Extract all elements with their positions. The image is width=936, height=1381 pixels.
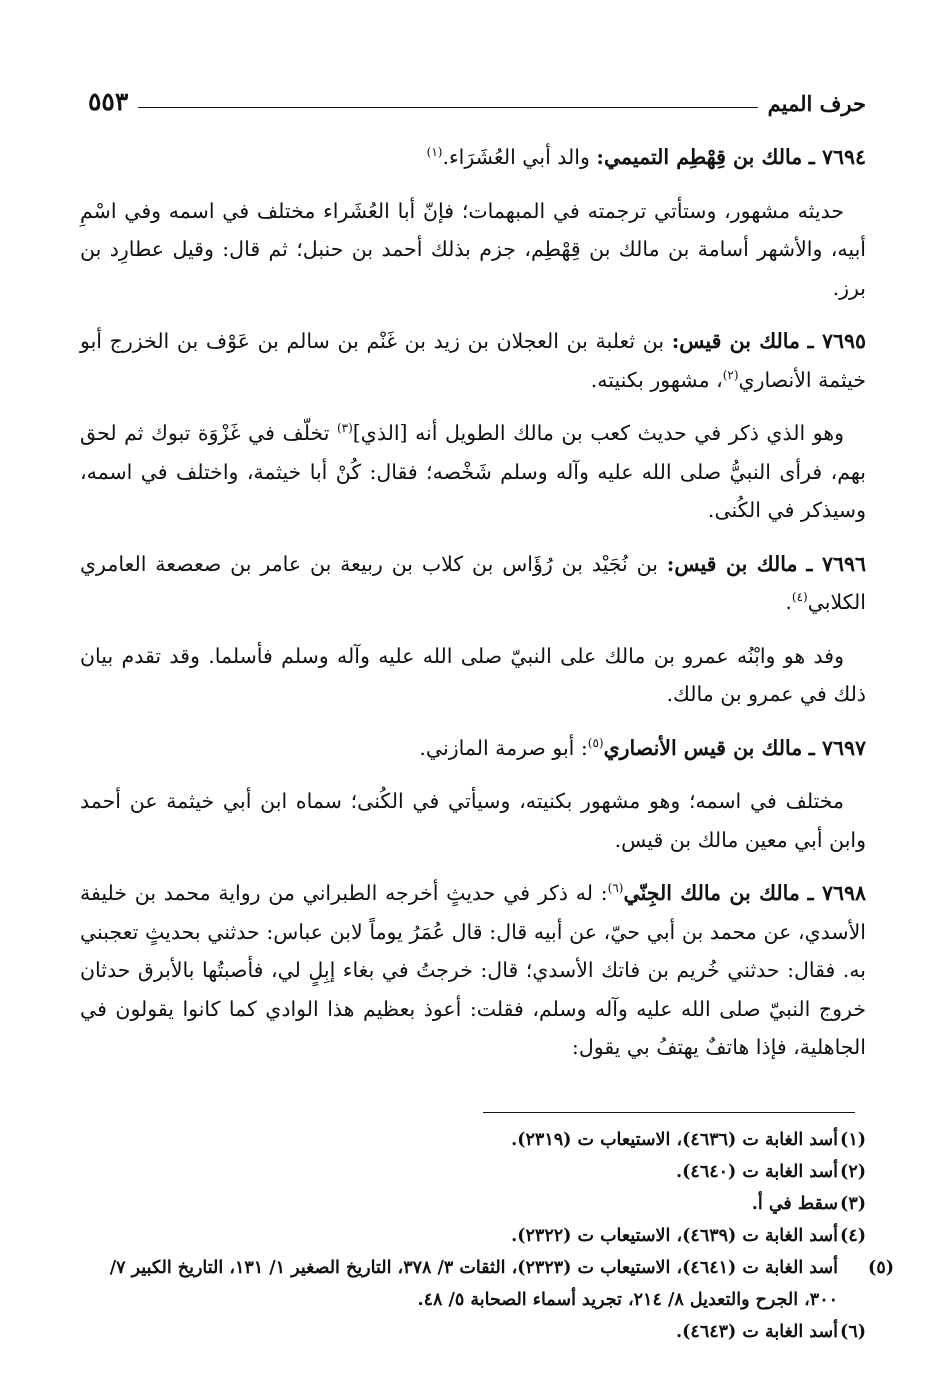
paragraph: حديثه مشهور، وستأتي ترجمته في المبهمات؛ فإنّ أبا العُشَراء مختلف في اسمه وفي اسْمِ أبيه، والأشهر أسامة بن مالك بن قِهْطِم، جزم بذلك أحمد بن حنبل؛ ثم قال: وقيل عطارِد بن برز. (80, 198, 866, 300)
entry-tail: : أبو صرمة المازني. (419, 735, 588, 760)
entry-7698 (80, 874, 866, 1067)
footnote-ref: (٣) (336, 421, 353, 436)
footnotes (78, 1124, 894, 1348)
entry-name: مالك بن قيس: (666, 551, 798, 576)
paragraph: وفد هو وابْنُه عمرو بن مالك على النبيّ صلى الله عليه وآله وسلم فأسلما. وقد تقدم بيان ذلك في عمرو بن مالك. (80, 643, 866, 706)
paragraph: مختلف في اسمه؛ وهو مشهور بكنيته، وسيأتي في الكُنى؛ سماه ابن أبي خيثمة عن أحمد وابن أبي معين مالك بن قيس. (80, 789, 866, 852)
footnote-ref: (٢) (722, 367, 739, 382)
running-title: حرف الميم (767, 91, 866, 116)
entry-name: مالك بن قِهْطِم التميمي: (596, 145, 803, 169)
footnote-label: (١) (840, 1130, 866, 1150)
footnote-ref: (٥) (587, 735, 604, 750)
footnote-ref: (١) (426, 145, 443, 160)
footnote (78, 1156, 866, 1188)
main-text (80, 138, 866, 1082)
entry-7697 (80, 729, 866, 768)
entry-text: والد أبي العُشَرَاء. (442, 145, 597, 169)
footnote-label: (٢) (840, 1162, 866, 1182)
footnote-text: أسد الغابة ت (٤٦٣٦)، الاستيعاب ت (٢٣١٩). (511, 1130, 838, 1150)
entry-number: ٧٦٩٤ ـ (808, 145, 866, 169)
entry-tail: . (785, 590, 792, 614)
footnote-ref: (٤) (791, 590, 808, 605)
entry-tail: : له ذكر في حديثٍ أخرجه الطبراني من رواية محمد بن خليفة الأسدي، عن محمد بن أبي حيّ، عن أبيه قال: قال عُمَرُ يوماً لابن عباس: حدثني بحديثٍ تعجبني به. فقال: حدثني خُريم بن فاتك الأسدي؛ قال: خرجتُ في بغاء إبِلٍ لي، فأصبتُها بالأبرق حدثان خروج النبيّ صلى الله عليه وآله وسلم، فقلت: أعوذ بعظيم هذا الوادي كما كانوا يقولون في الجاهلية، فإذا هاتفٌ يهتفُ بي يقول: (80, 881, 866, 1059)
paragraph-tail: تخلّف في غَزْوَة تبوك ثم لحق بهم، فرأى النبيُّ صلى الله عليه وآله وسلم شَخْصه؛ فقال: كُنْ أبا خيثمة، واختلف في اسمه، وسيذكر في الكُنى. (80, 421, 866, 522)
footnote-separator (483, 1112, 855, 1113)
footnote (78, 1188, 866, 1220)
entry-text: بن ثعلبة بن العجلان بن زيد بن غَنْم بن سالم بن عَوْف بن الخزرج أبو خيثمة الأنصاري (80, 329, 866, 392)
footnote (78, 1124, 866, 1156)
footnote-text: أسد الغابة ت (٤٦٤١)، الاستيعاب ت (٢٣٢٣)، الثقات ٣/ ٣٧٨، التاريخ الصغير ١/ ١٣١، التاريخ الكبير ٧/ ٣٠٠، الجرح والتعديل ٨/ ٢١٤، تجريد أسماء الصحابة ٥/ ٤٨. (109, 1258, 838, 1310)
footnote (78, 1220, 866, 1252)
paragraph-text: وهو الذي ذكر في حديث كعب بن مالك الطويل أنه [الذي] (352, 421, 845, 445)
entry-number: ٧٦٩٥ ـ (807, 329, 866, 353)
entry-name: مالك بن قيس: (671, 329, 800, 353)
footnote-label: (٣) (840, 1194, 866, 1214)
footnote-text: أسد الغابة ت (٤٦٤٠). (676, 1162, 838, 1182)
entry-name: مالك بن مالك الجِنّي (623, 881, 800, 905)
page-header (88, 82, 866, 116)
footnote-text: أسد الغابة ت (٤٦٤٣). (676, 1322, 838, 1342)
footnote-ref: (٦) (607, 881, 624, 896)
footnote-label: (٤) (840, 1226, 866, 1246)
entry-number: ٧٦٩٦ ـ (806, 551, 866, 576)
footnote (78, 1316, 866, 1348)
footnote-label: (٦) (840, 1322, 866, 1342)
entry-7696 (80, 545, 866, 622)
footnote-text: أسد الغابة ت (٤٦٣٩)، الاستيعاب ت (٢٣٢٢). (511, 1226, 838, 1246)
page-number: ٥٥٣ (88, 87, 129, 116)
footnote-text: سقط في أ. (751, 1194, 838, 1214)
footnote (78, 1252, 894, 1316)
paragraph (80, 414, 866, 530)
entry-7695 (80, 322, 866, 399)
entry-number: ٧٦٩٧ ـ (808, 735, 866, 760)
entry-name: مالك بن قيس الأنصاري (603, 735, 803, 760)
entry-number: ٧٦٩٨ ـ (807, 881, 866, 905)
entry-text: بن نُجَيْد بن رُؤَاس بن كلاب بن ربيعة بن عامر بن صعصعة العامري الكلابي (80, 551, 866, 614)
footnote-label: (٥) (868, 1258, 894, 1278)
entry-7694 (80, 138, 866, 177)
entry-tail: ، مشهور بكنيته. (590, 367, 723, 392)
header-rule (138, 107, 757, 108)
